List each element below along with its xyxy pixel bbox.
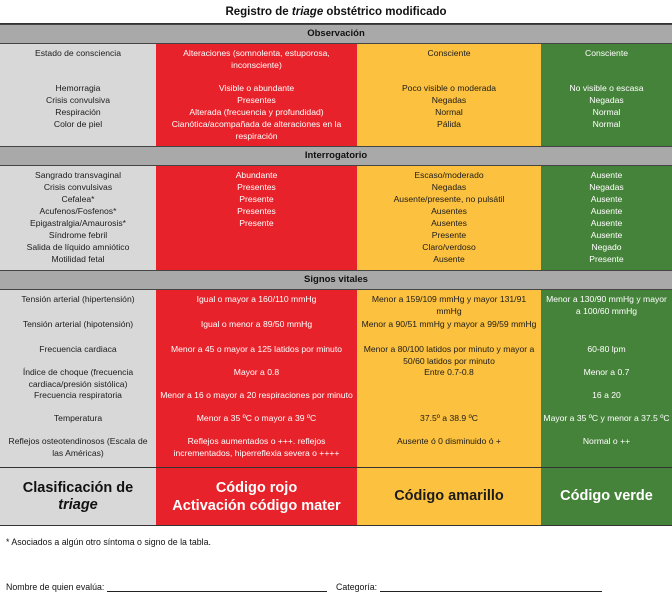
criterion-cell: Cefalea* [0,194,156,206]
yellow-cell: Negadas [357,95,541,107]
red-cell: Igual o mayor a 160/110 mmHg [156,294,357,319]
table-row [0,119,672,142]
table-row [0,230,672,242]
green-cell: Mayor a 35 ºC y menor a 37.5 ºC [541,413,672,436]
table-row [0,206,672,218]
section-heading: Observación [0,25,672,44]
yellow-cell: Normal [357,107,541,119]
criterion-cell: Acufenos/Fosfenos* [0,206,156,218]
table-row [0,194,672,206]
green-cell: Menor a 130/90 mmHg y mayor a 100/60 mmHg [541,294,672,319]
criterion-cell: Tensión arterial (hipotensión) [0,319,156,344]
criterion-cell: Síndrome febril [0,230,156,242]
yellow-cell: Entre 0.7-0.8 [357,367,541,390]
criterion-cell: Reflejos osteotendinosos (Escala de las Américas) [0,436,156,463]
criterion-cell: Respiración [0,107,156,119]
table-row [0,390,672,413]
table-row [0,170,672,182]
red-cell: Visible o abundante [156,83,357,95]
green-cell: Normal [541,107,672,119]
yellow-code: Código amarillo [357,468,541,526]
yellow-cell: Poco visible o moderada [357,83,541,95]
red-cell [156,242,357,254]
title-italic: triage [291,6,324,18]
yellow-cell: Ausente/presente, no pulsátil [357,194,541,206]
yellow-cell: Presente [357,230,541,242]
red-cell: Menor a 16 o mayor a 20 respiraciones por minuto [156,390,357,413]
red-cell: Presentes [156,95,357,107]
red-cell: Abundante [156,170,357,182]
triage-table [0,24,672,526]
red-code: Código rojo Activación código mater [156,468,357,526]
table-row [0,436,672,463]
yellow-cell: Ausente ó 0 disminuido ó + [357,436,541,463]
criterion-cell: Tensión arterial (hipertensión) [0,294,156,319]
criterion-cell: Estado de consciencia [0,48,156,83]
yellow-cell: Pálida [357,119,541,142]
green-cell [541,319,672,344]
yellow-cell: Ausentes [357,206,541,218]
green-cell: Ausente [541,206,672,218]
green-cell: Negado [541,242,672,254]
red-cell: Menor a 35 ºC o mayor a 39 ºC [156,413,357,436]
yellow-cell: Ausente [357,254,541,266]
footnote: * Asociados a algún otro síntoma o signo de la tabla. [6,537,211,547]
section-heading: Interrogatorio [0,147,672,166]
green-cell: Negadas [541,95,672,107]
red-cell: Presente [156,218,357,230]
green-cell: Ausente [541,170,672,182]
yellow-cell [357,390,541,413]
section-header-signos [0,271,672,290]
yellow-cell: Menor a 159/109 mmHg y mayor 131/91 mmHg [357,294,541,319]
title-text: Registro de [225,6,292,18]
green-cell: 16 a 20 [541,390,672,413]
red-cell: Presente [156,194,357,206]
criterion-cell: Sangrado transvaginal [0,170,156,182]
green-cell: Negadas [541,182,672,194]
category-line[interactable] [380,581,602,592]
red-cell: Presentes [156,206,357,218]
red-cell: Cianótica/acompañada de alteraciones en la respiración [156,119,357,142]
table-row [0,95,672,107]
table-row [0,254,672,266]
table-row [0,294,672,319]
table-row [0,48,672,83]
yellow-cell: Negadas [357,182,541,194]
green-cell: Normal o ++ [541,436,672,463]
yellow-cell: Ausentes [357,218,541,230]
green-cell: 60-80 lpm [541,344,672,367]
red-cell: Reflejos aumentados o +++. reflejos incrementados, hiperreflexia severa o ++++ [156,436,357,463]
green-cell: Ausente [541,194,672,206]
criterion-cell: Color de piel [0,119,156,142]
red-cell: Mayor a 0.8 [156,367,357,390]
title-text-end: obstétrico modificado [323,6,447,18]
red-cell: Igual o menor a 89/50 mmHg [156,319,357,344]
criterion-cell: Crisis convulsiva [0,95,156,107]
table-row [0,182,672,194]
red-cell: Presentes [156,182,357,194]
document-title [0,0,672,24]
triage-table-body [0,25,672,526]
category-field: Categoría: [336,581,602,592]
green-cell: Presente [541,254,672,266]
section-heading: Signos vitales [0,271,672,290]
yellow-cell: Escaso/moderado [357,170,541,182]
table-row [0,218,672,230]
red-cell: Alteraciones (somnolenta, estuporosa, inconsciente) [156,48,357,83]
criterion-cell: Frecuencia cardiaca [0,344,156,367]
section-header-observacion [0,25,672,44]
evaluator-field: Nombre de quien evalúa: [6,581,327,592]
table-row [0,107,672,119]
yellow-cell: 37.5º a 38.9 ºC [357,413,541,436]
classification-row [0,468,672,526]
criterion-cell: Motilidad fetal [0,254,156,266]
table-row [0,344,672,367]
green-cell: No visible o escasa [541,83,672,95]
red-cell: Menor a 45 o mayor a 125 latidos por minuto [156,344,357,367]
criterion-cell: Hemorragia [0,83,156,95]
criterion-cell: Crisis convulsivas [0,182,156,194]
table-row [0,319,672,344]
green-cell: Normal [541,119,672,142]
table-row [0,413,672,436]
green-cell: Consciente [541,48,672,83]
classification-label: Clasificación de triage [0,468,156,526]
criterion-cell: Salida de líquido amniótico [0,242,156,254]
red-cell [156,254,357,266]
evaluator-line[interactable] [107,581,327,592]
table-row [0,83,672,95]
criterion-cell: Índice de choque (frecuencia cardiaca/presión sistólica) [0,367,156,390]
yellow-cell: Claro/verdoso [357,242,541,254]
criterion-cell: Temperatura [0,413,156,436]
yellow-cell: Menor a 90/51 mmHg y mayor a 99/59 mmHg [357,319,541,344]
table-row [0,242,672,254]
green-cell: Menor a 0.7 [541,367,672,390]
green-code: Código verde [541,468,672,526]
criterion-cell: Frecuencia respiratoria [0,390,156,413]
yellow-cell: Menor a 80/100 latidos por minuto y mayor a 50/60 latidos por minuto [357,344,541,367]
table-row [0,367,672,390]
green-cell: Ausente [541,218,672,230]
green-cell: Ausente [541,230,672,242]
section-header-interrogatorio [0,147,672,166]
red-cell [156,230,357,242]
red-cell: Alterada (frecuencia y profundidad) [156,107,357,119]
criterion-cell: Epigastralgia/Amaurosis* [0,218,156,230]
yellow-cell: Consciente [357,48,541,83]
